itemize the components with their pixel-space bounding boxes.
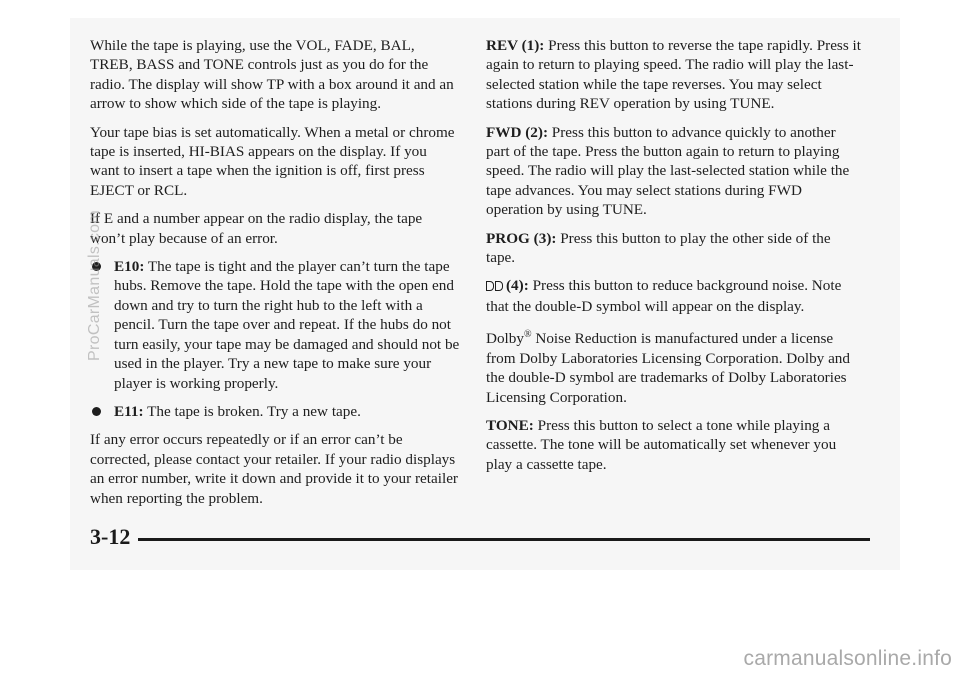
prog-paragraph bbox=[486, 229, 861, 268]
left-column bbox=[90, 36, 460, 517]
repeated-error-paragraph: If any error occurs repeatedly or if an error can’t be corrected, please contact your retailer. If your radio displays an error number, write it down and provide it to your retailer when reporting the problem. bbox=[90, 431, 458, 507]
error-code-list bbox=[90, 257, 460, 421]
rev-term: REV (1): bbox=[486, 37, 545, 54]
error-code-term: E10: bbox=[114, 258, 145, 276]
error-code-description: The tape is broken. Try a new tape. bbox=[143, 402, 361, 420]
tone-term: TONE: bbox=[486, 416, 534, 434]
manual-page bbox=[70, 18, 900, 570]
tape-controls-paragraph: While the tape is playing, use the VOL, FADE, BAL, TREB, BASS and TONE controls just as you do for the radio. The display will show TP with a box around it and an arrow to show which side of the tape is playing. bbox=[90, 37, 454, 113]
list-item bbox=[90, 402, 460, 421]
site-watermark: carmanualsonline.info bbox=[743, 647, 952, 670]
list-item bbox=[90, 257, 460, 393]
tape-bias-paragraph: Your tape bias is set automatically. When a metal or chrome tape is inserted, HI-BIAS appears on the display. If you want to insert a tape when the ignition is off, first press EJECT or RCL. bbox=[90, 123, 455, 199]
page-number: 3-12 bbox=[90, 524, 131, 549]
bullet-icon bbox=[92, 407, 101, 416]
registered-mark: ® bbox=[523, 329, 532, 341]
right-column bbox=[486, 36, 861, 483]
footer-divider bbox=[138, 538, 870, 541]
dolby-button-term: (4): bbox=[506, 277, 529, 295]
double-d-icon bbox=[486, 277, 504, 296]
page-footer bbox=[90, 522, 880, 552]
dolby-button-text: Press this button to reduce background noise. Note that the double-D symbol will appear on the display. bbox=[486, 277, 842, 315]
error-intro-paragraph: If E and a number appear on the radio display, the tape won’t play because of an error. bbox=[90, 210, 423, 247]
watermark: ProCarManuals.com bbox=[86, 210, 103, 361]
fwd-text: Press this button to advance quickly to another part of the tape. Press the button again to return to playing speed. The radio will play the last-selected station while the tape advances. You may select stations during FWD operation by using TUNE. bbox=[486, 123, 850, 219]
fwd-paragraph bbox=[486, 123, 861, 220]
error-code-description: The tape is tight and the player can’t turn the tape hubs. Remove the tape. Hold the tape with the open end down and try to turn the right hub to the left with a pencil. Turn the tape over and repeat. If the hubs do not turn easily, your tape may be damaged and should not be used in the player. Try a new tape to make sure your player is working properly. bbox=[114, 258, 460, 392]
error-code-term: E11: bbox=[114, 402, 144, 420]
prog-term: PROG (3): bbox=[486, 229, 557, 247]
dolby-trademark-paragraph bbox=[486, 325, 861, 407]
dolby-word: Dolby bbox=[486, 330, 524, 348]
tone-paragraph bbox=[486, 416, 861, 474]
rev-paragraph bbox=[486, 36, 861, 114]
rev-text: Press this button to reverse the tape rapidly. Press it again to return to playing speed. The radio will play the last-selected station while the tape reverses. You may select stations during REV operation by using TUNE. bbox=[486, 37, 861, 113]
tone-text: Press this button to select a tone while playing a cassette. The tone will be automatically set whenever you play a cassette tape. bbox=[486, 416, 837, 473]
dolby-trademark-text: Noise Reduction is manufactured under a license from Dolby Laboratories Licensing Corporation. Dolby and the double-D symbol are trademarks of Dolby Laboratories Licensing Corporation. bbox=[486, 330, 850, 406]
prog-text: Press this button to play the other side of the tape. bbox=[486, 229, 831, 267]
fwd-term: FWD (2): bbox=[486, 123, 548, 141]
dolby-button-paragraph bbox=[486, 276, 861, 316]
